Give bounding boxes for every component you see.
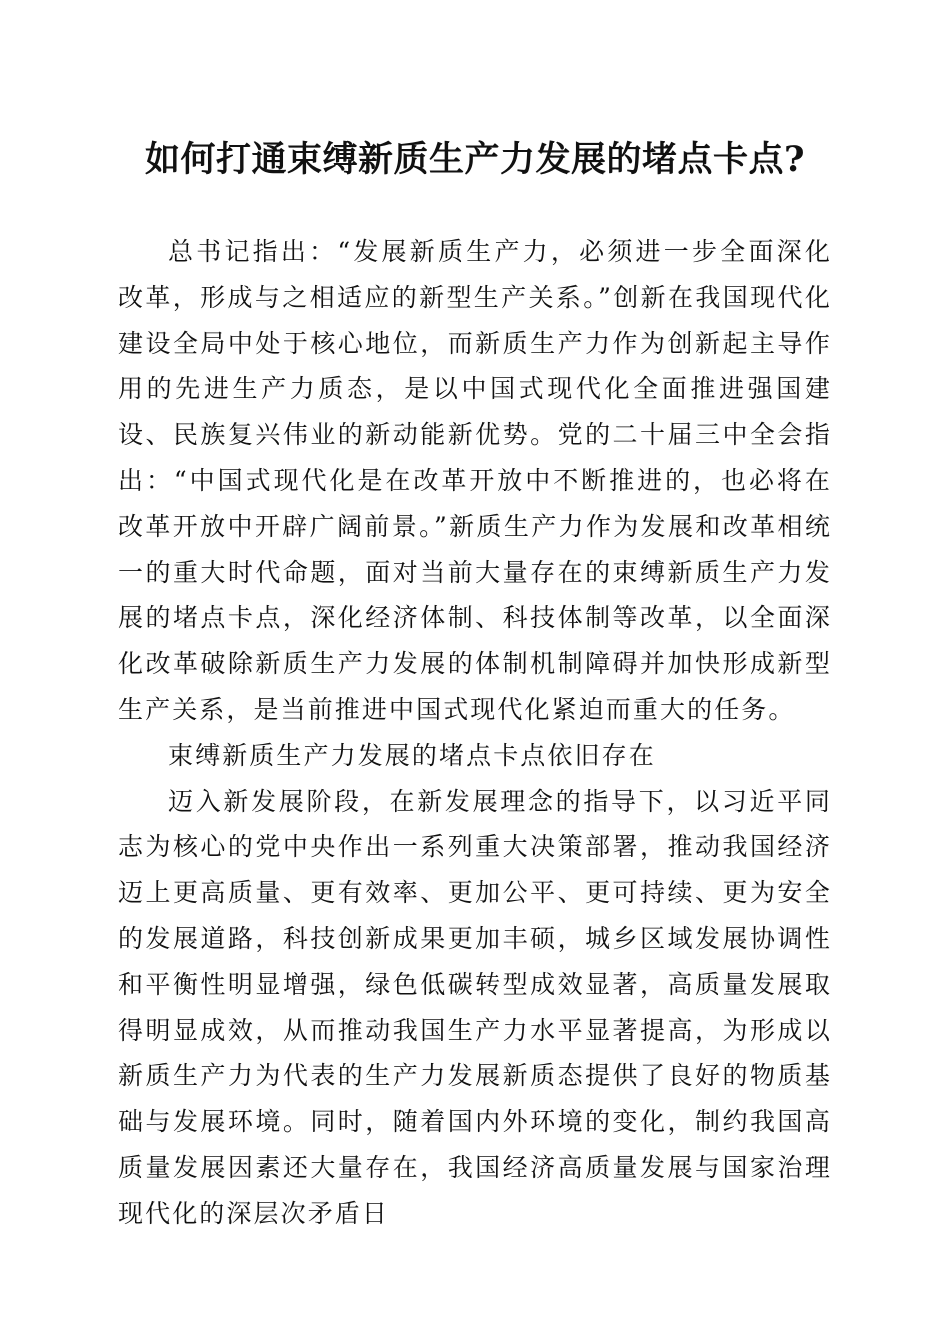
section-heading: 束缚新质生产力发展的堵点卡点依旧存在 bbox=[168, 740, 656, 770]
document-body bbox=[118, 229, 832, 1237]
body-paragraph-section: 迈入新发展阶段，在新发展理念的指导下，以习近平同志为核心的党中央作出一系列重大决策部署，推动我国经济迈上更高质量、更有效率、更加公平、更可持续、更为安全的发展道路，科技创新成果更加丰硕，城乡区域发展协调性和平衡性明显增强，绿色低碳转型成效显著，高质量发展取得明显成效，从而推动我国生产力水平显著提高，为形成以新质生产力为代表的生产力发展新质态提供了良好的物质基础与发展环境。同时，随着国内外环境的变化，制约我国高质量发展因素还大量存在，我国经济高质量发展与国家治理现代化的深层次矛盾日 bbox=[118, 786, 832, 1228]
document-title: 如何打通束缚新质生产力发展的堵点卡点? bbox=[144, 139, 805, 180]
body-paragraph-intro: 总书记指出：“发展新质生产力，必须进一步全面深化改革，形成与之相适应的新型生产关系。”创新在我国现代化建设全局中处于核心地位，而新质生产力作为创新起主导作用的先进生产力质态，是以中国式现代化全面推进强国建设、民族复兴伟业的新动能新优势。党的二十届三中全会指出：“中国式现代化是在改革开放中不断推进的，也必将在改革开放中开辟广阔前景。”新质生产力作为发展和改革相统一的重大时代命题，面对当前大量存在的束缚新质生产力发展的堵点卡点，深化经济体制、科技体制等改革，以全面深化改革破除新质生产力发展的体制机制障碍并加快形成新型生产关系，是当前推进中国式现代化紧迫而重大的任务。 bbox=[118, 237, 832, 724]
